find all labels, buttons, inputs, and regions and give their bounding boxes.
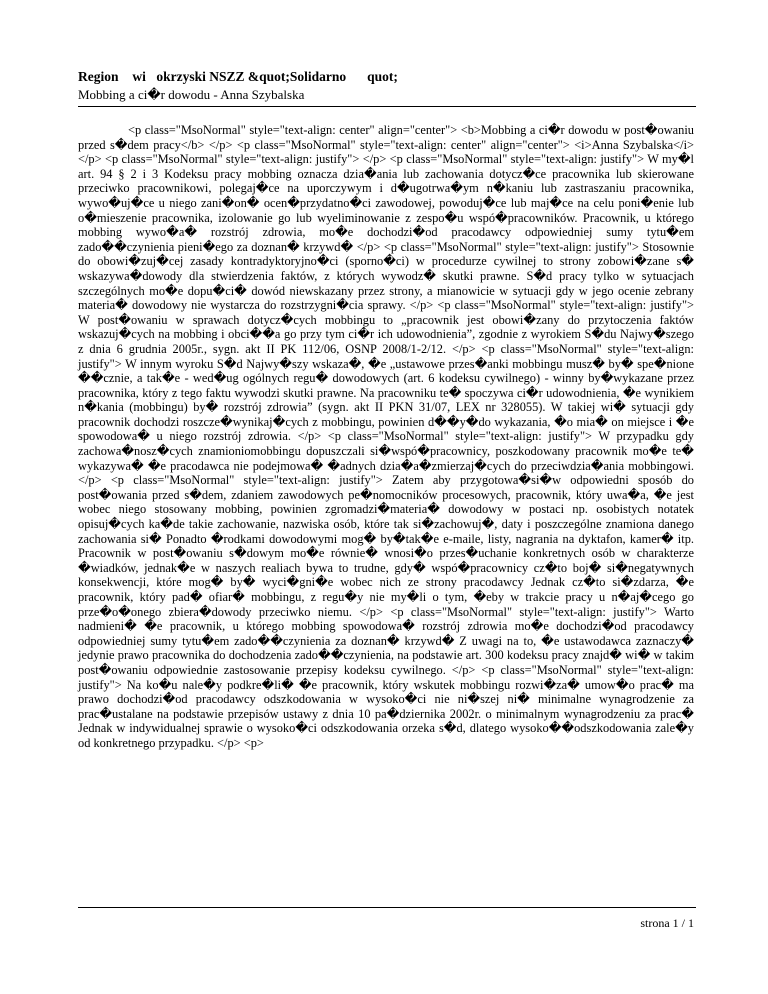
article-body-text: <p class="MsoNormal" style="text-align: center" align="center"> <b>Mobbing a ci�r dowodu w post�owaniu przed s�dem pracy</b> </p> <p class="MsoNormal" style="text-align: center" align="center"> <i>Anna Szybalska</i> </p> <p class="MsoNormal" style="text-align: justify"> </p> <p class="MsoNormal" style="text-align: justify"> W my�l art. 94 § 2 i 3 Kodeksu pracy mobbing oznacza dzia�ania lub zachowania dotycz�ce pracownika lub skierowane przeciwko pracownikowi, polegaj�ce na uporczywym i d�ugotrwa�ym n�kaniu lub zastraszaniu pracownika, wywo�uj�ce u niego zani�on� ocen�przydatno�ci zawodowej, powoduj�ce lub maj�ce na celu poni�enie lub o�mieszenie pracownika, izolowanie go lub wyeliminowanie z zespo�u wspó�pracowników. Pracownik, u którego mobbing wywo�a� rozstrój zdrowia, mo�e dochodzi�od pracodawcy odpowiedniej sumy tytu�em zado��czynienia pieni�ego za doznan� krzywd� </p> <p class="MsoNormal" style="text-align: justify"> Stosownie do obowi�zuj�cej zasady kontradyktoryjno�ci (sporno�ci) w procedurze cywilnej to strony zobowi�zane s� wskazywa�dowody dla stwierdzenia faktów, z których wywodz� skutki prawne. S�d pracy tylko w sytuacjach szczególnych mo�e dopu�ci� dowód niewskazany przez strony, a mianowicie w sytuacji gdy w jego ocenie zebrany materia� dowodowy nie wystarcza do rozstrzygni�cia sprawy. </p> <p class="MsoNormal" style="text-align: justify"> W post�owaniu w sprawach dotycz�cych mobbingu to „pracownik jest obowi�zany do przytoczenia faktów wskazuj�cych na mobbing i obci��a go przy tym ci�r ich udowodnienia”, zgodnie z wyrokiem S�du Najwy�szego z dnia 6 grudnia 2005r., sygn. akt II PK 112/06, OSNP 2008/1-2/12. </p> <p class="MsoNormal" style="text-align: justify"> W innym wyroku S�d Najwy�szy wskaza�, �e „ustawowe przes�anki mobbingu musz� by� spe�nione ��cznie, a tak�e - wed�ug ogólnych regu� dowodowych (art. 6 kodeksu cywilnego) - winny by�wykazane przez pracownika, który z tego faktu wywodzi skutki prawne. Na pracowniku te� spoczywa ci�r udowodnienia, �e wynikiem n�kania (mobbingu) by� rozstrój zdrowia” (sygn. akt II PKN 31/07, LEX nr 328055). W takiej wi� sytuacji gdy pracownik dochodzi roszcze�wynikaj�cych z mobbingu, powinien d��y�do wykazania, �o mia� on miejsce i �e spowodowa� u niego rozstrój zdrowia. </p> <p class="MsoNormal" style="text-align: justify"> W przypadku gdy zachowa�nosz�cych znamioniomobbingu dopuszczali si�wspó�pracownicy, poszkodowany pracownik mo�e te� wykazywa� �e pracodawca nie podejmowa� �adnych dzia�a�zmierzaj�cych do przeciwdzia�ania mobbingowi. </p> <p class="MsoNormal" style="text-align: justify"> Zatem aby przygotowa�si�w odpowiedni sposób do post�owania przed s�dem, zdaniem zawodowych pe�nomocników procesowych, pracownik, który uwa�a, �e jest wobec niego stosowany mobbing, powinien zgromadzi�materia� dowodowy w postaci np. osobistych notatek opisuj�cych ka�de takie zachowanie, nazwiska osób, które tak si�zachowuj�, daty i poszczególne znamiona danego zachowania si� Ponadto �rodkami dowodowymi mog� by�tak�e e-maile, listy, nagrania na dyktafon, kamer� itp. Pracownik w post�owaniu s�dowym mo�e równie� wnosi�o przes�uchanie konkretnych osób w charakterze �wiadków, jednak�e w naszych realiach bywa to trudne, gdy� wspó�pracownicy cz�to boj� si�negatywnych konsekwencji, które mog� by� wyci�gni�e wobec nich ze strony pracodawcy Jednak cz�to si�zdarza, �e pracownik, który pad� ofiar� mobbingu, z regu�y nie my�li o tym, �eby w trakcie pracy u n�aj�cego go prze�o�onego zbiera�dowody przeciwko niemu. </p> <p class="MsoNormal" style="text-align: justify"> Warto nadmieni� �e pracownik, u którego mobbing spowodowa� rozstrój zdrowia mo�e dochodzi�od pracodawcy odpowiedniej sumy tytu�em zado��czynienia za doznan� krzywd� Z uwagi na to, �e ustawodawca zaznaczy� jedynie prawo pracownika do dochodzenia zado��czynienia, na podstawie art. 300 kodeksu pracy znajd� wi� w takim post�owaniu odpowiednie zastosowanie przepisy kodeksu cywilnego. </p> <p class="MsoNormal" style="text-align: justify"> Na ko�u nale�y podkre�li� �e pracownik, który wskutek mobbingu rozwi�za� umow�o prac� ma prawo dochodzi�od pracodawcy odszkodowania w wysoko�ci nie ni�szej ni� minimalne wynagrodzenie za prac�ustalane na podstawie przepisów ustawy z dnia 10 pa�dziernika 2002r. o minimalnym wynagrodzeniu za prac� Jednak w indywidualnej sprawie o wysoko�ci odszkodowania orzeka s�d, dlatego wysoko��odszkodowania zale�y od konkretnego przypadku. </p> <p> [78,123,694,750]
document-header [78,68,718,104]
article-body [78,123,694,751]
footer-divider [78,907,696,908]
page-number: strona 1 / 1 [640,916,694,930]
header-divider [78,106,696,107]
page-footer [78,915,694,931]
article-subtitle: Mobbing a ci�r dowodu - Anna Szybalska [78,87,305,102]
site-title: Region  wi okrzyski NSZZ &quot;Solidarno  quot; [78,69,398,84]
